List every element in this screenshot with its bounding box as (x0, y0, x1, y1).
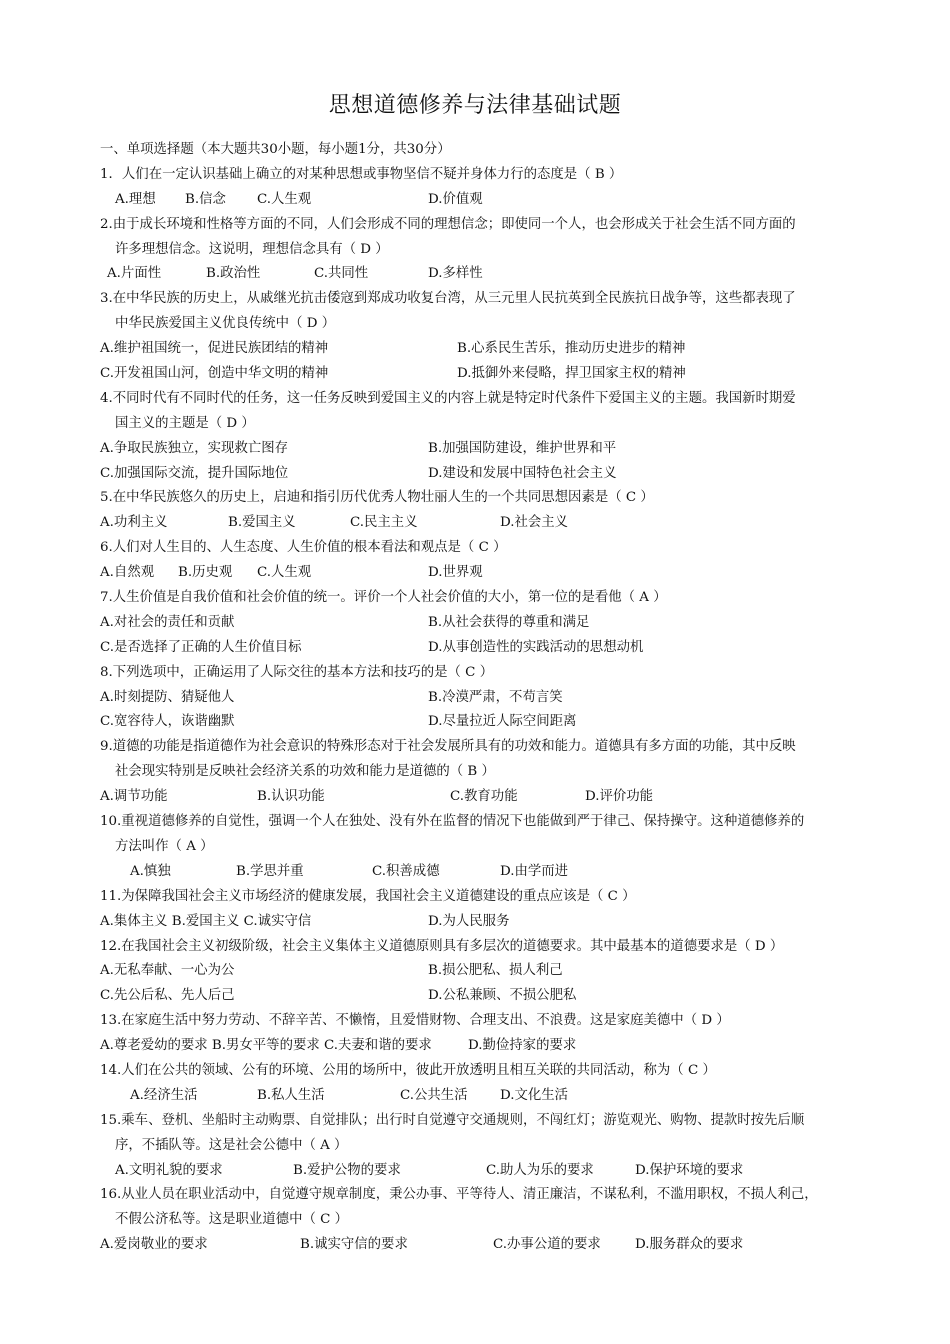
option-c: C.积善成德 (372, 863, 440, 879)
option-b: B.加强国防建设，维护世界和平 (428, 440, 617, 456)
question-text-continued: 不假公济私等。这是职业道德中（ C ） (115, 1212, 349, 1228)
question-text: 13.在家庭生活中努力劳动、不辞辛苦、不懒惰，且爱惜财物、合理支出、不浪费。这是家庭美德中（ D ） (100, 1013, 730, 1029)
options-row (100, 1233, 860, 1258)
option-a: A.无私奉献、一心为公 (100, 963, 235, 979)
options-row (100, 1084, 860, 1109)
option-a: A.经济生活 (130, 1087, 198, 1103)
question-7 (100, 586, 860, 661)
option-a: A.理想 (115, 191, 156, 207)
question-text: 12.在我国社会主义初级阶级，社会主义集体主义道德原则具有多层次的道德要求。其中最基本的道德要求是（ D ） (100, 938, 784, 954)
question-text: 11.为保障我国社会主义市场经济的健康发展，我国社会主义道德建设的重点应该是（ C ） (100, 888, 636, 904)
question-11 (100, 885, 860, 935)
question-text: 1．人们在一定认识基础上确立的对某种思想或事物坚信不疑并身体力行的态度是（ B ） (100, 166, 623, 182)
page-title: 思想道德修养与法律基础试题 (328, 93, 622, 118)
option-c: C.是否选择了正确的人生价值目标 (100, 639, 302, 655)
question-8 (100, 661, 860, 736)
option-b: B.私人生活 (257, 1087, 325, 1103)
option-d: D.公私兼顾、不损公肥私 (428, 988, 577, 1004)
question-text: 16.从业人员在职业活动中，自觉遵守规章制度，秉公办事、平等待人、清正廉洁，不谋私利，不滥用职权，不损人利己， (100, 1187, 818, 1203)
question-text: 2.由于成长环境和性格等方面的不同，人们会形成不同的理想信念；即使同一个人，也会形成关于社会生活不同方面的 (100, 216, 796, 232)
question-text: 15.乘车、登机、坐船时主动购票、自觉排队；出行时自觉遵守交通规则，不闯红灯；游览观光、购物、提款时按先后顺 (100, 1112, 805, 1128)
option-d: D.勤俭持家的要求 (468, 1038, 577, 1054)
options-row (100, 910, 860, 935)
options-row (100, 561, 860, 586)
option-d: D.文化生活 (500, 1087, 569, 1103)
question-text: 7.人生价值是自我价值和社会价值的统一。评价一个人社会价值的大小，第一位的是看他（ A ） (100, 590, 667, 606)
option-c: C.办事公道的要求 (493, 1237, 601, 1253)
option-b: B.诚实守信的要求 (300, 1237, 408, 1253)
question-14 (100, 1059, 860, 1109)
option-a: A.时刻提防、猜疑他人 (100, 689, 235, 705)
options-row (100, 686, 860, 711)
option-c: C.民主主义 (350, 515, 418, 531)
options-row (100, 984, 860, 1009)
option-c: C.共同性 (314, 266, 369, 282)
question-text-continued: 社会现实特别是反映社会经济关系的功效和能力是道德的（ B ） (115, 764, 495, 780)
options-row (100, 188, 860, 213)
options-row (100, 1034, 860, 1059)
question-text-continued: 国主义的主题是（ D ） (115, 415, 255, 431)
options-row (100, 959, 860, 984)
option-c: C.先公后私、先人后己 (100, 988, 235, 1004)
question-10 (100, 810, 860, 885)
option-abc: A.集体主义 B.爱国主义 C.诚实守信 (100, 913, 312, 929)
option-a: A.片面性 (107, 266, 162, 282)
question-text-continued: 方法叫作（ A ） (115, 838, 214, 854)
option-a: A.功利主义 (100, 515, 168, 531)
option-c: C.人生观 (257, 565, 312, 581)
option-c: C.宽容待人，诙谐幽默 (100, 714, 235, 730)
option-a: A.调节功能 (100, 789, 168, 805)
options-row (100, 860, 860, 885)
option-d: D.建设和发展中国特色社会主义 (428, 465, 617, 481)
option-a: A.维护祖国统一，促进民族团结的精神 (100, 341, 329, 357)
option-b: B.历史观 (178, 565, 233, 581)
question-text: 14.人们在公共的领域、公有的环境、公用的场所中，彼此开放透明且相互关联的共同活动，称为（ C ） (100, 1062, 716, 1078)
option-c: C.加强国际交流，提升国际地位 (100, 465, 289, 481)
option-b: B.从社会获得的尊重和满足 (428, 614, 590, 630)
question-text-continued: 许多理想信念。这说明，理想信念具有（ D ） (115, 241, 389, 257)
option-c: C.教育功能 (450, 789, 518, 805)
option-b: B.政治性 (206, 266, 261, 282)
options-row (100, 262, 860, 287)
question-4 (100, 387, 860, 487)
question-text: 5.在中华民族悠久的历史上，启迪和指引历代优秀人物壮丽人生的一个共同思想因素是（ C ） (100, 490, 654, 506)
option-d: D.从事创造性的实践活动的思想动机 (428, 639, 644, 655)
option-a: A.争取民族独立，实现救亡图存 (100, 440, 289, 456)
option-a: A.爱岗敬业的要求 (100, 1237, 208, 1253)
option-b: B.冷漠严肃，不苟言笑 (428, 689, 563, 705)
question-5 (100, 486, 860, 536)
exam-content (100, 138, 860, 1258)
option-d: D.评价功能 (585, 789, 654, 805)
option-d: D.抵御外来侵略，捍卫国家主权的精神 (457, 366, 686, 382)
option-d: D.社会主义 (500, 515, 569, 531)
option-d: D.多样性 (428, 266, 483, 282)
options-row (100, 437, 860, 462)
option-d: D.服务群众的要求 (635, 1237, 744, 1253)
option-a: A.对社会的责任和贡献 (100, 614, 235, 630)
options-row (100, 785, 860, 810)
question-12 (100, 935, 860, 1010)
option-b: B.心系民生苦乐，推动历史进步的精神 (457, 341, 686, 357)
question-9 (100, 735, 860, 810)
question-text: 3.在中华民族的历史上，从戚继光抗击倭寇到郑成功收复台湾，从三元里人民抗英到全民族抗日战争等，这些都表现了 (100, 291, 796, 307)
option-abc: A.尊老爱幼的要求 B.男女平等的要求 C.夫妻和谐的要求 (100, 1038, 432, 1054)
option-c: C.开发祖国山河，创造中华文明的精神 (100, 366, 329, 382)
option-c: C.公共生活 (400, 1087, 468, 1103)
option-b: B.学思并重 (236, 863, 304, 879)
question-text: 8.下列选项中，正确运用了人际交往的基本方法和技巧的是（ C ） (100, 664, 494, 680)
option-b: B.信念 (185, 191, 226, 207)
option-c: C.助人为乐的要求 (486, 1162, 594, 1178)
option-a: A.慎独 (130, 863, 171, 879)
question-text: 4.不同时代有不同时代的任务，这一任务反映到爱国主义的内容上就是特定时代条件下爱国主义的主题。我国新时期爱 (100, 390, 796, 406)
question-6 (100, 536, 860, 586)
options-row (100, 462, 860, 487)
option-d: D.尽量拉近人际空间距离 (428, 714, 577, 730)
question-text-continued: 中华民族爱国主义优良传统中（ D ） (115, 316, 336, 332)
question-text-continued: 序，不插队等。这是社会公德中（ A ） (115, 1137, 348, 1153)
option-b: B.认识功能 (257, 789, 325, 805)
option-d: D.价值观 (428, 191, 483, 207)
question-text: 6.人们对人生目的、人生态度、人生价值的根本看法和观点是（ C ） (100, 540, 507, 556)
question-2 (100, 213, 860, 288)
options-row (100, 337, 860, 362)
option-b: B.损公肥私、损人利己 (428, 963, 563, 979)
option-b: B.爱国主义 (228, 515, 296, 531)
question-text: 10.重视道德修养的自觉性，强调一个人在独处、没有外在监督的情况下也能做到严于律己、保持操守。这种道德修养的 (100, 814, 805, 830)
options-row (100, 636, 860, 661)
question-text: 9.道德的功能是指道德作为社会意识的特殊形态对于社会发展所具有的功效和能力。道德具有多方面的功能，其中反映 (100, 739, 796, 755)
option-d: D.世界观 (428, 565, 483, 581)
option-c: C.人生观 (257, 191, 312, 207)
option-d: D.保护环境的要求 (635, 1162, 744, 1178)
question-15 (100, 1109, 860, 1184)
question-16 (100, 1183, 860, 1258)
question-3 (100, 287, 860, 387)
option-b: B.爱护公物的要求 (293, 1162, 401, 1178)
question-13 (100, 1009, 860, 1059)
options-row (100, 511, 860, 536)
option-d: D.由学而进 (500, 863, 569, 879)
options-row (100, 710, 860, 735)
option-d: D.为人民服务 (428, 913, 510, 929)
options-row (100, 362, 860, 387)
options-row (100, 1159, 860, 1184)
section-heading: 一、单项选择题（本大题共30小题，每小题1分，共30分） (100, 142, 451, 157)
option-a: A.文明礼貌的要求 (115, 1162, 223, 1178)
question-1 (100, 163, 860, 213)
option-a: A.自然观 (100, 565, 155, 581)
options-row (100, 611, 860, 636)
